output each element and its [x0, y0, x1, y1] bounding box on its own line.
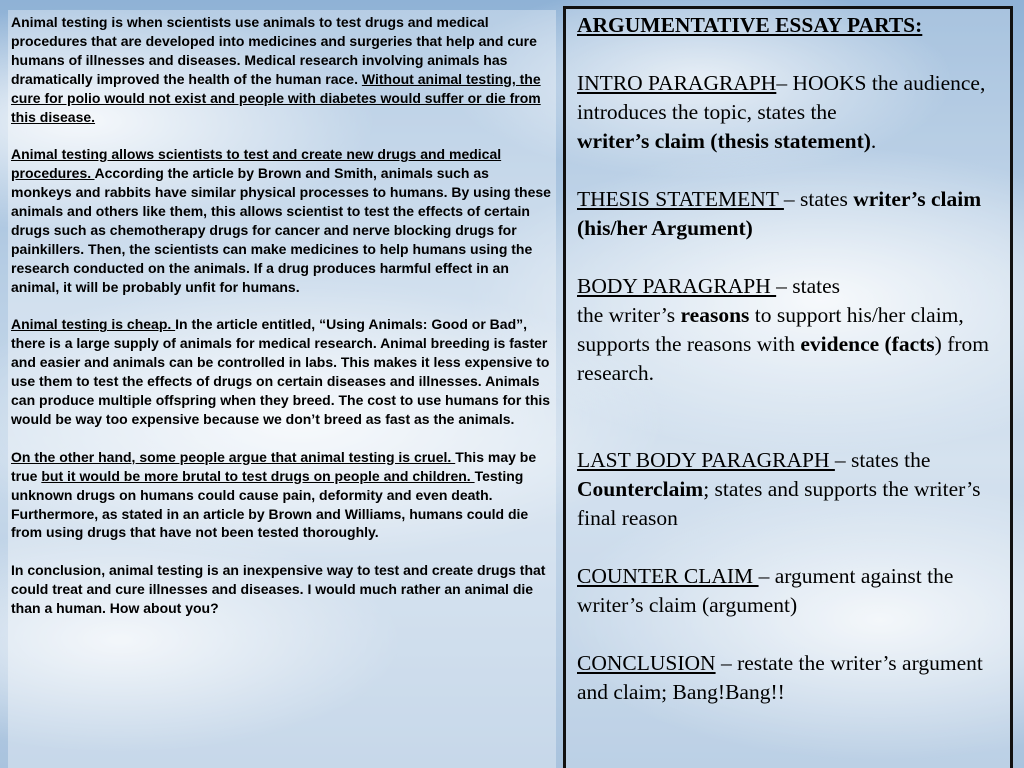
- paragraph-body-1: Animal testing allows scientists to test and create new drugs and medical procedures. According the article by Brown and Smith, animals such as monkeys and rabbits have similar physical processes to humans. By using these animals and others like them, this allows scientist to test the effects of certain drugs such as chemotherapy drugs for cancer and nerve blocking drugs for painkillers. Then, the scientists can make medicines to help humans using the research conducted on the animals. If a drug produces harmful effect in an animal, it will be probably unfit for humans.: [11, 146, 551, 295]
- spacer: [577, 533, 1010, 562]
- spacer: [577, 620, 1010, 649]
- essay-parts-panel: [563, 6, 1013, 768]
- paragraph-intro: Animal testing is when scientists use animals to test drugs and medical procedures that are developed into medicines and surgeries that help and cure humans of illnesses and diseases. Medical research involving animals has dramatically improved the health of the human race. Without animal testing, the cure for polio would not exist and people with diabetes would suffer or die from this disease.: [11, 14, 541, 125]
- conclusion-description: CONCLUSION – restate the writer’s argument and claim; Bang!Bang!!: [577, 651, 983, 704]
- paragraph-counterclaim: On the other hand, some people argue that animal testing is cruel. This may be true but it would be more brutal to test drugs on people and children. Testing unknown drugs on humans could cause pain, deformity and even death. Furthermore, as stated in an article by Brown and Williams, humans could die from using drugs that have not been tested thoroughly.: [11, 448, 537, 541]
- thesis-description: THESIS STATEMENT – states writer’s claim (his/her Argument): [577, 187, 982, 240]
- spacer: [577, 156, 1010, 185]
- counter-claim-description: COUNTER CLAIM – argument against the writer’s claim (argument): [577, 564, 954, 617]
- panel-title: ARGUMENTATIVE ESSAY PARTS:: [577, 13, 923, 37]
- spacer: [577, 388, 1010, 446]
- last-body-description: LAST BODY PARAGRAPH – states the Counterclaim; states and supports the writer’s final reason: [577, 448, 981, 530]
- paragraph-conclusion: In conclusion, animal testing is an inexpensive way to test and create drugs that could treat and cure illnesses and diseases. I would much rather an animal die than a human. How about you?: [11, 562, 546, 617]
- paragraph-body-2: Animal testing is cheap. In the article entitled, “Using Animals: Good or Bad”, there is a large supply of animals for medical research. Animal breeding is faster and easier and animals can be controlled in labs. This makes it less expensive to use them to test the effects of drugs on certain diseases and illnesses. Animals can produce multiple offspring when they breed. The cost to use humans for this would be way too expensive because we don’t breed as fast as the animals.: [11, 316, 551, 427]
- left-essay-panel: [8, 10, 556, 768]
- spacer: [577, 243, 1010, 272]
- intro-description: INTRO PARAGRAPH– HOOKS the audience, introduces the topic, states the writer’s claim (thesis statement).: [577, 71, 986, 153]
- body-description: BODY PARAGRAPH – states the writer’s reasons to support his/her claim, supports the reasons with evidence (facts) from research.: [577, 274, 989, 385]
